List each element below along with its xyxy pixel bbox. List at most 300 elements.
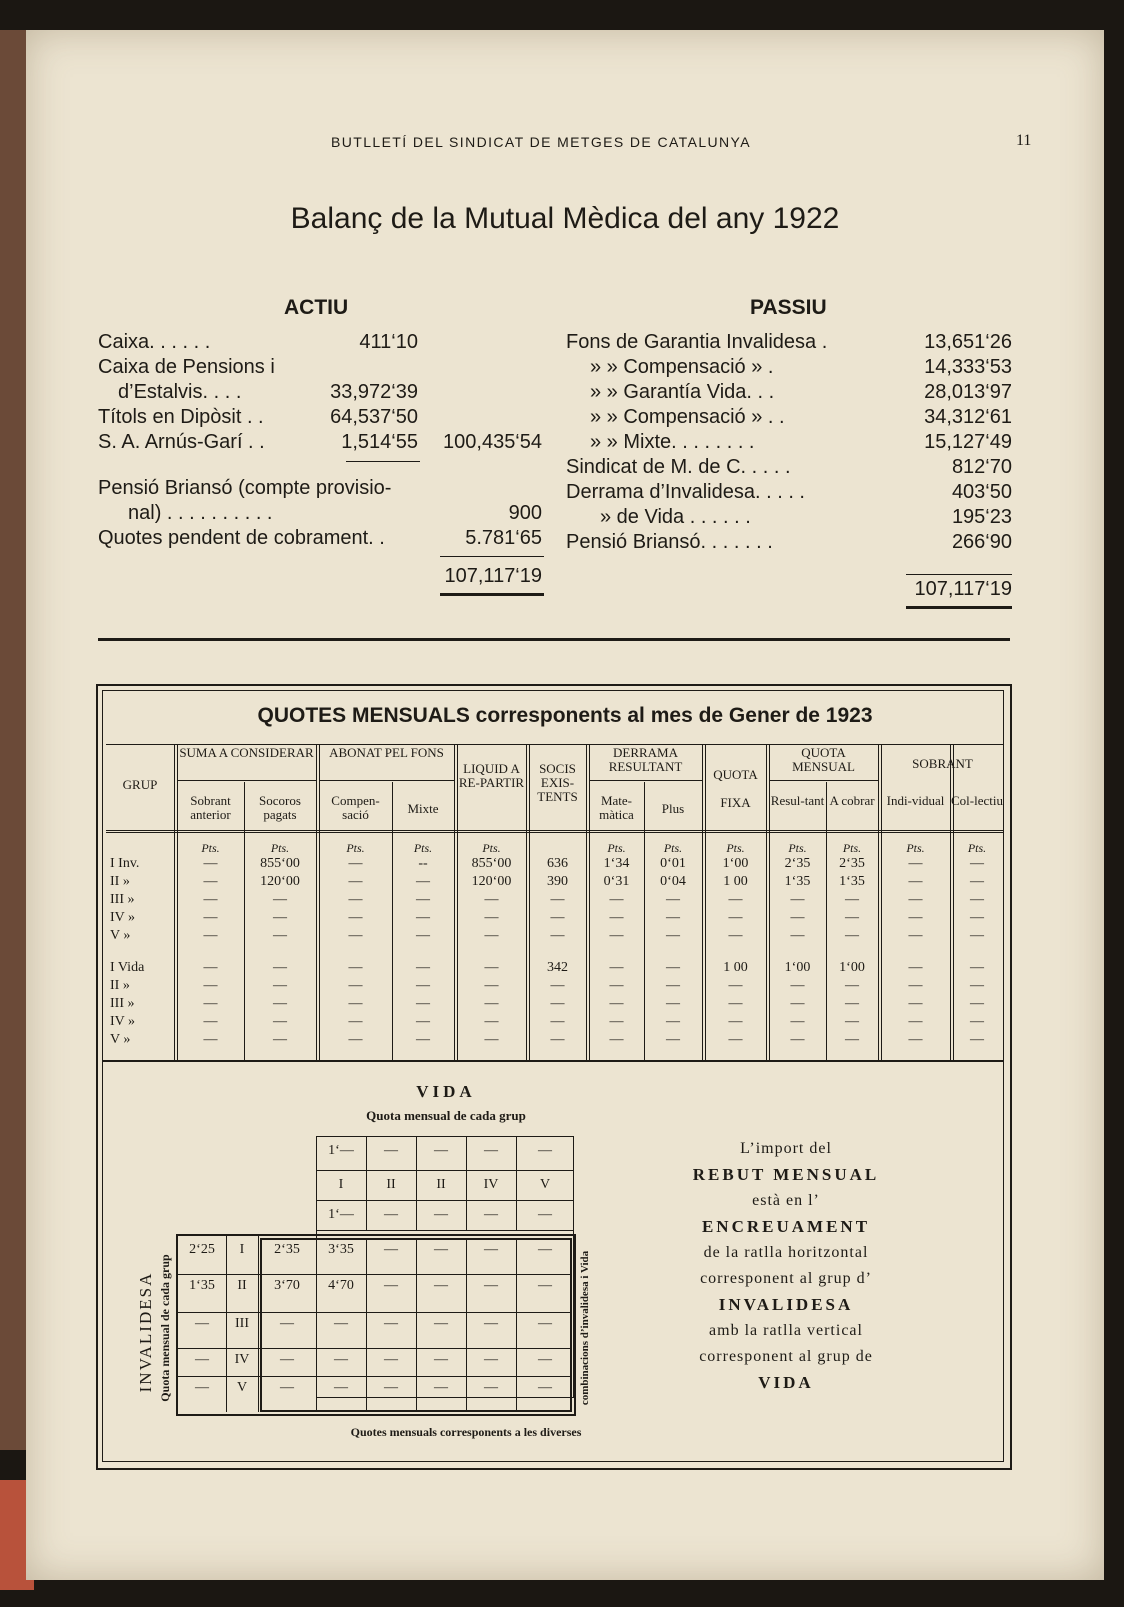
vida-cell: — <box>484 1207 498 1222</box>
combination-cell: — <box>334 1380 348 1395</box>
actiu-amount: 411‘10 <box>359 331 418 353</box>
table-cell: — <box>790 996 805 1011</box>
vida-cell: — <box>484 1143 498 1158</box>
explanation-line: amb la ratlla vertical <box>709 1322 863 1339</box>
explanation-line: corresponent al grup d’ <box>700 1270 872 1287</box>
vida-cell: I <box>338 1177 344 1192</box>
table-rule <box>590 780 702 781</box>
table-cell: 636 <box>547 856 568 871</box>
table-cell: — <box>908 910 923 925</box>
vida-cell: — <box>384 1207 398 1222</box>
combination-cell: 4‘70 <box>328 1278 354 1293</box>
table-cell: — <box>728 928 743 943</box>
vida-cell: 1‘— <box>328 1207 354 1222</box>
table-cell: — <box>203 874 218 889</box>
passiu-heading: PASSIU <box>750 296 827 319</box>
group-header: GRUP <box>122 777 158 792</box>
table-rule <box>106 832 1004 833</box>
vida-cell: V <box>539 1177 551 1192</box>
combination-cell: — <box>280 1352 294 1367</box>
table-cell: — <box>908 874 923 889</box>
table-cell: — <box>484 978 499 993</box>
combination-cell: — <box>484 1352 498 1367</box>
table-cell: — <box>416 928 430 943</box>
group-label: V » <box>110 1032 131 1047</box>
table-cell: 2‘35 <box>839 856 865 871</box>
table-cell: 390 <box>547 874 568 889</box>
table-cell: — <box>273 928 287 943</box>
table-cell: — <box>203 910 218 925</box>
table-cell: 1 00 <box>723 874 748 889</box>
table-cell: — <box>790 1032 805 1047</box>
table-cell: — <box>273 978 287 993</box>
combination-cell: — <box>280 1380 294 1395</box>
table-cell: — <box>550 892 565 907</box>
table-cell: — <box>609 996 624 1011</box>
table-cell: — <box>609 910 624 925</box>
explanation-line: està en l’ <box>752 1192 820 1209</box>
column-subheader: Plus <box>661 801 685 816</box>
actiu-label: Caixa de Pensions i <box>98 356 275 378</box>
table-cell: — <box>908 978 923 993</box>
actiu-subtotal: 100,435‘54 <box>443 431 542 453</box>
combination-cell: — <box>538 1316 552 1331</box>
passiu-amount: 195‘23 <box>951 506 1012 528</box>
combination-cell: — <box>538 1278 552 1293</box>
group-label: IV » <box>110 1014 136 1029</box>
combination-cell: — <box>434 1278 448 1293</box>
table-column-rule <box>526 744 527 1060</box>
quotes-total: 5.781‘65 <box>465 527 542 549</box>
table-cell: — <box>908 928 923 943</box>
table-cell: — <box>970 856 984 871</box>
actiu-label: S. A. Arnús-Garí . . <box>98 431 265 453</box>
table-cell: — <box>416 960 430 975</box>
table-cell: — <box>790 910 805 925</box>
explanation-line: REBUT MENSUAL <box>692 1165 880 1184</box>
actiu-amount: 1,514‘55 <box>341 431 418 453</box>
table-cell: — <box>970 1032 984 1047</box>
combination-cell: — <box>384 1316 398 1331</box>
invalidesa-group: V <box>236 1380 248 1395</box>
unit-label: Pts. <box>906 841 925 855</box>
combination-cell: — <box>434 1242 448 1257</box>
table-cell: — <box>908 1032 923 1047</box>
table-rule <box>178 780 316 781</box>
actiu-label: Títols en Dipòsit . . <box>98 406 264 428</box>
table-cell: — <box>609 892 624 907</box>
combination-cell: — <box>434 1316 448 1331</box>
table-column-rule <box>174 744 175 1060</box>
unit-label: Pts. <box>967 841 987 855</box>
column-header: ABONAT PEL FONS <box>329 745 444 760</box>
column-header: QUOTA MENSUAL <box>792 745 855 774</box>
column-header: SUMA A CONSIDERAR <box>179 745 314 760</box>
table-cell: — <box>348 978 363 993</box>
table-cell: — <box>609 978 624 993</box>
passiu-label: Pensió Briansó. . . . . . . <box>566 531 773 553</box>
vida-subtitle: Quota mensual de cada grup <box>366 1108 526 1123</box>
table-cell: — <box>484 1014 499 1029</box>
column-subheader: Socoros pagats <box>259 793 301 822</box>
page <box>26 30 1104 1580</box>
grid-rule <box>178 1312 572 1313</box>
invalidesa-sublabel: Quota mensual de cada grup <box>158 1254 172 1402</box>
table-column-rule <box>316 744 317 1060</box>
vida-cell: — <box>538 1207 552 1222</box>
table-cell: — <box>970 996 984 1011</box>
divider <box>346 461 420 462</box>
table-cell: 855‘00 <box>471 856 512 871</box>
invalidesa-quota: — <box>195 1352 209 1367</box>
passiu-amount: 28,013‘97 <box>924 381 1012 403</box>
passiu-amount: 403‘50 <box>951 481 1012 503</box>
combination-cell: — <box>334 1352 348 1367</box>
table-cell: — <box>348 1032 363 1047</box>
combination-cell: — <box>484 1242 498 1257</box>
combination-cell: — <box>538 1242 552 1257</box>
table-rule <box>320 780 454 781</box>
combination-cell: — <box>384 1380 398 1395</box>
unit-label: Pts. <box>788 841 807 855</box>
pensio-label-cont: nal) . . . . . . . . . . <box>128 502 273 524</box>
table-cell: — <box>728 996 743 1011</box>
explanation-line: corresponent al grup de <box>699 1348 873 1365</box>
table-cell: — <box>203 892 218 907</box>
table-cell: — <box>845 910 859 925</box>
table-cell: — <box>484 910 499 925</box>
table-cell: — <box>484 928 499 943</box>
divider <box>102 1060 1004 1062</box>
group-label: II » <box>110 978 130 993</box>
table-cell: — <box>666 978 680 993</box>
table-cell: — <box>550 910 565 925</box>
table-cell: — <box>203 978 218 993</box>
table-cell: — <box>666 1032 680 1047</box>
group-label: III » <box>110 892 135 907</box>
table-column-rule <box>766 744 767 1060</box>
table-column-rule <box>878 744 879 1060</box>
vida-cell: IV <box>483 1177 499 1192</box>
passiu-label: » de Vida . . . . . . <box>600 506 751 528</box>
vida-cell: II <box>386 1177 396 1192</box>
column-header: SOCIS EXIS-TENTS <box>537 761 578 804</box>
table-cell: — <box>970 892 984 907</box>
combination-cell: — <box>538 1352 552 1367</box>
combination-cell: — <box>384 1242 398 1257</box>
vida-cell: — <box>434 1143 448 1158</box>
table-cell: — <box>609 1032 624 1047</box>
table-cell: — <box>609 1014 624 1029</box>
table-cell: — <box>348 960 363 975</box>
passiu-label: » » Compensació » . <box>590 356 774 378</box>
table-cell: — <box>203 928 218 943</box>
combination-cell: — <box>434 1380 448 1395</box>
section-rule <box>98 638 1010 641</box>
column-subheader: A cobrar <box>829 793 875 808</box>
passiu-label: Derrama d’Invalidesa. . . . . <box>566 481 805 503</box>
table-cell: — <box>666 892 680 907</box>
table-cell: 0‘04 <box>660 874 686 889</box>
invalidesa-group: I <box>239 1242 245 1257</box>
table-cell: — <box>845 996 859 1011</box>
invalidesa-quota: 2‘25 <box>189 1242 215 1257</box>
group-label: IV » <box>110 910 136 925</box>
double-rule <box>440 593 544 596</box>
column-subheader: Mate-màtica <box>599 793 634 822</box>
table-cell: — <box>203 996 218 1011</box>
table-cell: — <box>550 928 565 943</box>
table-cell: — <box>348 892 363 907</box>
explanation-line: L’import del <box>740 1140 832 1157</box>
table-cell: — <box>845 1014 859 1029</box>
combination-cell: — <box>384 1352 398 1367</box>
actiu-grand-total: 107,117‘19 <box>444 565 542 587</box>
table-cell: — <box>666 928 680 943</box>
unit-label: Pts. <box>270 841 290 855</box>
table-cell: — <box>416 910 430 925</box>
table-cell: 855‘00 <box>260 856 300 871</box>
column-subheader: Resul-tant <box>770 793 825 808</box>
table-cell: — <box>728 1032 743 1047</box>
passiu-label: Sindicat de M. de C. . . . . <box>566 456 791 478</box>
quotes-table-title: QUOTES MENSUALS corresponents al mes de Gener de 1923 <box>257 704 873 727</box>
group-label: II » <box>110 874 130 889</box>
unit-label: Pts. <box>842 841 862 855</box>
grid-rule <box>316 1230 574 1231</box>
unit-label: Pts. <box>726 841 745 855</box>
passiu-label: » » Garantía Vida. . . <box>590 381 775 403</box>
passiu-amount: 15,127‘49 <box>924 431 1012 453</box>
table-cell: — <box>550 1014 565 1029</box>
explanation-line: VIDA <box>758 1373 814 1392</box>
table-cell: — <box>416 1032 430 1047</box>
table-cell: — <box>416 996 430 1011</box>
table-cell: — <box>484 996 499 1011</box>
table-cell: — <box>273 1032 287 1047</box>
table-cell: — <box>203 856 218 871</box>
table-cell: — <box>550 996 565 1011</box>
table-cell: — <box>908 960 923 975</box>
explanation-line: INVALIDESA <box>718 1295 854 1314</box>
page-title: Balanç de la Mutual Mèdica del any 1922 <box>290 202 840 235</box>
passiu-label: » » Compensació » . . <box>590 406 785 428</box>
table-cell: 1‘34 <box>603 856 630 871</box>
column-subheader: Col-lectiu <box>951 793 1003 808</box>
combination-cell: — <box>334 1316 348 1331</box>
table-rule <box>770 780 878 781</box>
actiu-amount: 33,972‘39 <box>330 381 418 403</box>
table-cell: — <box>790 1014 805 1029</box>
table-cell: — <box>666 996 680 1011</box>
table-cell: — <box>845 1032 859 1047</box>
table-cell: — <box>970 978 984 993</box>
table-cell: — <box>416 1014 430 1029</box>
passiu-amount: 34,312‘61 <box>924 406 1012 428</box>
unit-label: Pts. <box>482 841 501 855</box>
table-column-rule <box>702 744 703 1060</box>
table-cell: — <box>790 928 805 943</box>
grid-rule <box>178 1348 572 1349</box>
table-cell: — <box>908 856 923 871</box>
column-header: QUOTA <box>713 767 758 782</box>
combinations-side-label: combinacions d’invalidesa i Vida <box>579 1250 591 1406</box>
grid-rule <box>316 1200 574 1201</box>
table-cell: — <box>416 874 430 889</box>
table-cell: 342 <box>547 960 568 975</box>
table-cell: — <box>609 960 624 975</box>
table-cell: — <box>790 892 805 907</box>
actiu-heading: ACTIU <box>284 296 349 319</box>
column-header: LIQUID A RE-PARTIR <box>458 761 525 790</box>
table-cell: 1‘00 <box>722 856 749 871</box>
table-cell: 1 00 <box>723 960 748 975</box>
passiu-label: Fons de Garantia Invalidesa . <box>566 331 828 353</box>
page-number: 11 <box>1016 132 1032 149</box>
table-cell: — <box>845 928 859 943</box>
divider <box>440 556 544 557</box>
vida-cell: 1‘— <box>328 1143 354 1158</box>
unit-label: Pts. <box>607 841 626 855</box>
table-cell: — <box>550 1032 565 1047</box>
table-cell: — <box>484 1032 499 1047</box>
table-cell: — <box>348 874 363 889</box>
grid-rule <box>316 1170 574 1171</box>
group-label: I Inv. <box>110 856 140 871</box>
vida-cell: II <box>436 1177 446 1192</box>
unit-label: Pts. <box>346 841 365 855</box>
table-column-rule <box>586 744 587 1060</box>
vida-cell: — <box>384 1143 398 1158</box>
table-cell: — <box>666 910 680 925</box>
table-cell: — <box>845 892 859 907</box>
combination-cell: — <box>280 1316 294 1331</box>
actiu-label: d’Estalvis. . . . <box>118 381 242 403</box>
table-cell: — <box>348 1014 363 1029</box>
table-cell: — <box>416 978 430 993</box>
vida-title: VIDA <box>416 1082 476 1101</box>
unit-label: Pts. <box>201 841 220 855</box>
vida-cell: — <box>538 1143 552 1158</box>
pensio-label: Pensió Briansó (compte provisio- <box>98 477 392 499</box>
combination-cell: 3‘70 <box>274 1278 300 1293</box>
combination-cell: — <box>484 1316 498 1331</box>
table-cell: — <box>728 1014 743 1029</box>
invalidesa-label: INVALIDESA <box>136 1271 155 1393</box>
table-cell: — <box>273 996 287 1011</box>
column-subheader: Indi-vidual <box>886 793 945 808</box>
table-cell: — <box>666 1014 680 1029</box>
table-cell: — <box>970 910 984 925</box>
table-cell: — <box>273 1014 287 1029</box>
grid-rule <box>178 1376 572 1377</box>
table-cell: 1‘35 <box>784 874 811 889</box>
table-cell: — <box>203 1032 218 1047</box>
explanation-line: de la ratlla horitzontal <box>703 1244 869 1261</box>
column-subheader: Mixte <box>407 801 439 816</box>
group-label: V » <box>110 928 131 943</box>
passiu-amount: 14,333‘53 <box>924 356 1012 378</box>
combination-cell: 2‘35 <box>274 1242 300 1257</box>
table-cell: 2‘35 <box>784 856 811 871</box>
table-cell: — <box>416 892 430 907</box>
unit-label: Pts. <box>663 841 683 855</box>
table-cell: — <box>348 856 363 871</box>
table-cell: — <box>609 928 624 943</box>
table-cell: — <box>273 960 287 975</box>
combinations-bottom-label: Quotes mensuals corresponents a les diverses <box>350 1425 582 1439</box>
table-column-rule <box>454 744 455 1060</box>
table-cell: — <box>348 928 363 943</box>
combination-cell: — <box>384 1278 398 1293</box>
double-rule <box>906 606 1012 609</box>
table-cell: — <box>970 960 984 975</box>
group-label: I Vida <box>110 960 145 975</box>
explanation-line: ENCREUAMENT <box>701 1217 871 1236</box>
table-cell: — <box>203 960 218 975</box>
pensio-total: 900 <box>508 502 542 524</box>
table-cell: — <box>728 892 743 907</box>
table-cell: 0‘01 <box>660 856 686 871</box>
column-header: DERRAMA RESULTANT <box>608 745 683 774</box>
combination-cell: — <box>538 1380 552 1395</box>
combination-cell: — <box>484 1380 498 1395</box>
table-cell: 1‘00 <box>784 960 811 975</box>
table-cell: 120‘00 <box>260 874 300 889</box>
invalidesa-quota: — <box>195 1380 209 1395</box>
invalidesa-group: IV <box>234 1352 250 1367</box>
unit-label: Pts. <box>413 841 433 855</box>
table-cell: — <box>666 960 680 975</box>
divider <box>906 574 1012 575</box>
grid-rule <box>178 1274 572 1275</box>
table-cell: — <box>484 892 499 907</box>
table-cell: — <box>273 892 287 907</box>
table-cell: — <box>273 910 287 925</box>
actiu-label: Caixa. . . . . . <box>98 331 211 353</box>
table-rule <box>106 830 1004 831</box>
table-cell: — <box>908 1014 923 1029</box>
invalidesa-group: III <box>235 1316 249 1331</box>
passiu-amount: 812‘70 <box>951 456 1012 478</box>
table-cell: 1‘35 <box>839 874 865 889</box>
column-header: SOBRANT <box>912 756 973 771</box>
running-title: BUTLLETÍ DEL SINDICAT DE METGES DE CATALUNYA <box>331 134 751 150</box>
table-cell: 0‘31 <box>603 874 630 889</box>
invalidesa-group: II <box>237 1278 247 1293</box>
table-cell: — <box>845 978 859 993</box>
table-cell: -- <box>418 856 428 871</box>
quotes-label: Quotes pendent de cobrament. . <box>98 527 385 549</box>
table-cell: — <box>550 978 565 993</box>
table-cell: — <box>348 996 363 1011</box>
combination-cell: 3‘35 <box>328 1242 354 1257</box>
table-cell: 120‘00 <box>471 874 512 889</box>
table-cell: — <box>348 910 363 925</box>
table-cell: 1‘00 <box>839 960 865 975</box>
table-cell: — <box>728 978 743 993</box>
table-cell: — <box>728 910 743 925</box>
combination-cell: — <box>434 1352 448 1367</box>
combination-cell: — <box>484 1278 498 1293</box>
invalidesa-quota: 1‘35 <box>189 1278 215 1293</box>
column-subheader: Compen-sació <box>331 793 380 822</box>
column-subheader: Sobrant anterior <box>190 793 231 822</box>
actiu-amount: 64,537‘50 <box>330 406 418 428</box>
table-cell: — <box>484 960 499 975</box>
table-cell: — <box>970 1014 984 1029</box>
table-cell: — <box>908 996 923 1011</box>
